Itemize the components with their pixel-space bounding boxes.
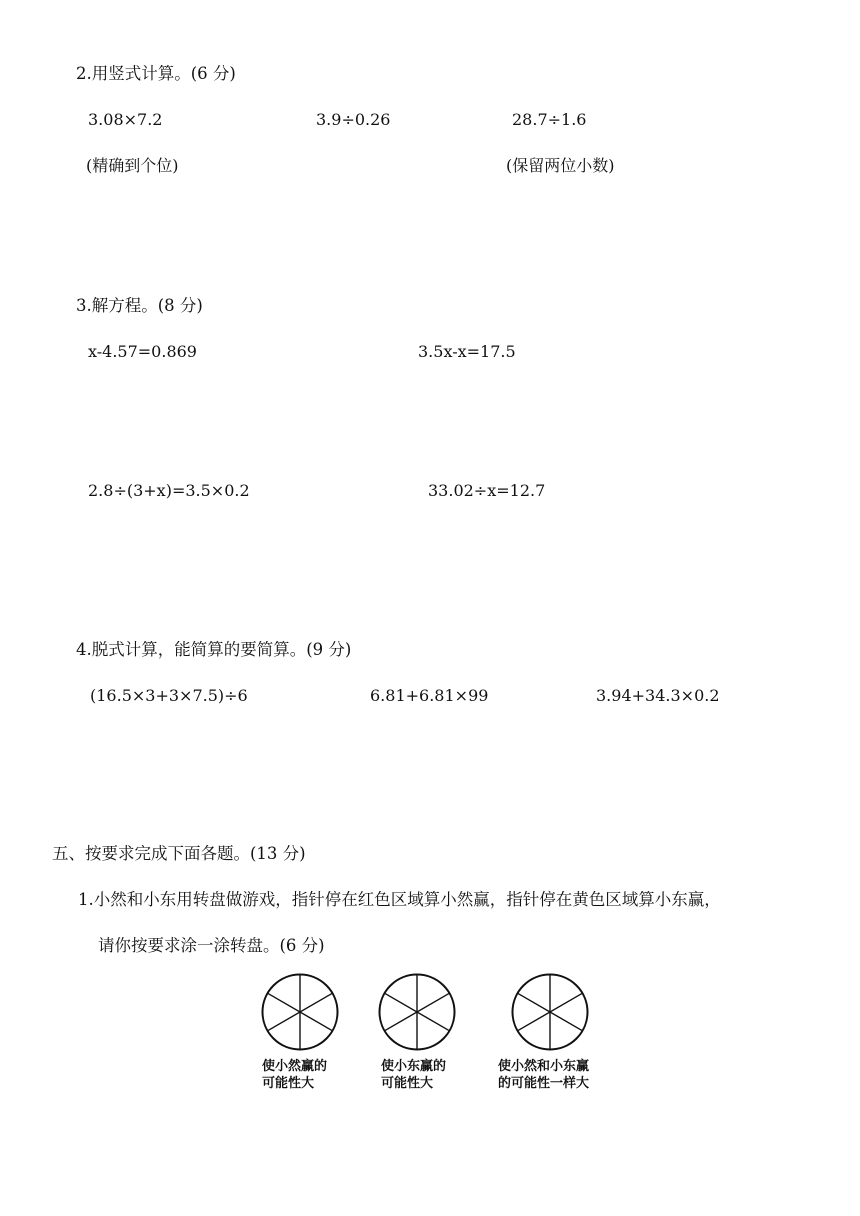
q4-title: 4.脱式计算，能简算的要简算。(9 分) bbox=[76, 640, 352, 659]
q2-item-3: 28.7÷1.6 bbox=[512, 110, 587, 129]
spinner-wheel bbox=[377, 972, 457, 1052]
q3-item-1: x-4.57=0.869 bbox=[88, 342, 197, 361]
spinner-2-label-2: 可能性大 bbox=[381, 1076, 434, 1091]
q3-item-4: 33.02÷x=12.7 bbox=[428, 481, 546, 500]
spinner-2-label-1: 使小东赢的 bbox=[381, 1059, 447, 1074]
section5-title: 五、按要求完成下面各题。(13 分) bbox=[52, 844, 306, 863]
section5-q1-line1: 1.小然和小东用转盘做游戏，指针停在红色区域算小然赢，指针停在黄色区域算小东赢， bbox=[78, 890, 721, 909]
q3-item-3: 2.8÷(3+x)=3.5×0.2 bbox=[88, 481, 250, 500]
q4-item-2: 6.81+6.81×99 bbox=[370, 686, 489, 705]
q2-item-2: 3.9÷0.26 bbox=[316, 110, 391, 129]
spinner-1-label-2: 可能性大 bbox=[262, 1076, 315, 1091]
spinner-wheel bbox=[510, 972, 590, 1052]
q3-item-2: 3.5x-x=17.5 bbox=[418, 342, 516, 361]
spinner-wheel bbox=[260, 972, 340, 1052]
spinner-2[interactable] bbox=[377, 972, 457, 1056]
q2-item-1: 3.08×7.2 bbox=[88, 110, 163, 129]
q4-item-3: 3.94+34.3×0.2 bbox=[596, 686, 720, 705]
section5-q1-line2: 请你按要求涂一涂转盘。(6 分) bbox=[98, 936, 325, 955]
q3-title: 3.解方程。(8 分) bbox=[76, 296, 203, 315]
q4-item-1: (16.5×3+3×7.5)÷6 bbox=[90, 686, 248, 705]
q2-note-2: (保留两位小数) bbox=[506, 156, 615, 175]
spinner-3-label-2: 的可能性一样大 bbox=[498, 1076, 590, 1091]
spinner-1[interactable] bbox=[260, 972, 340, 1056]
spinner-3[interactable] bbox=[510, 972, 590, 1056]
spinner-3-label-1: 使小然和小东赢 bbox=[498, 1059, 590, 1074]
spinner-1-label-1: 使小然赢的 bbox=[262, 1059, 328, 1074]
q2-title: 2.用竖式计算。(6 分) bbox=[76, 64, 236, 83]
q2-note-1: (精确到个位) bbox=[86, 156, 179, 175]
